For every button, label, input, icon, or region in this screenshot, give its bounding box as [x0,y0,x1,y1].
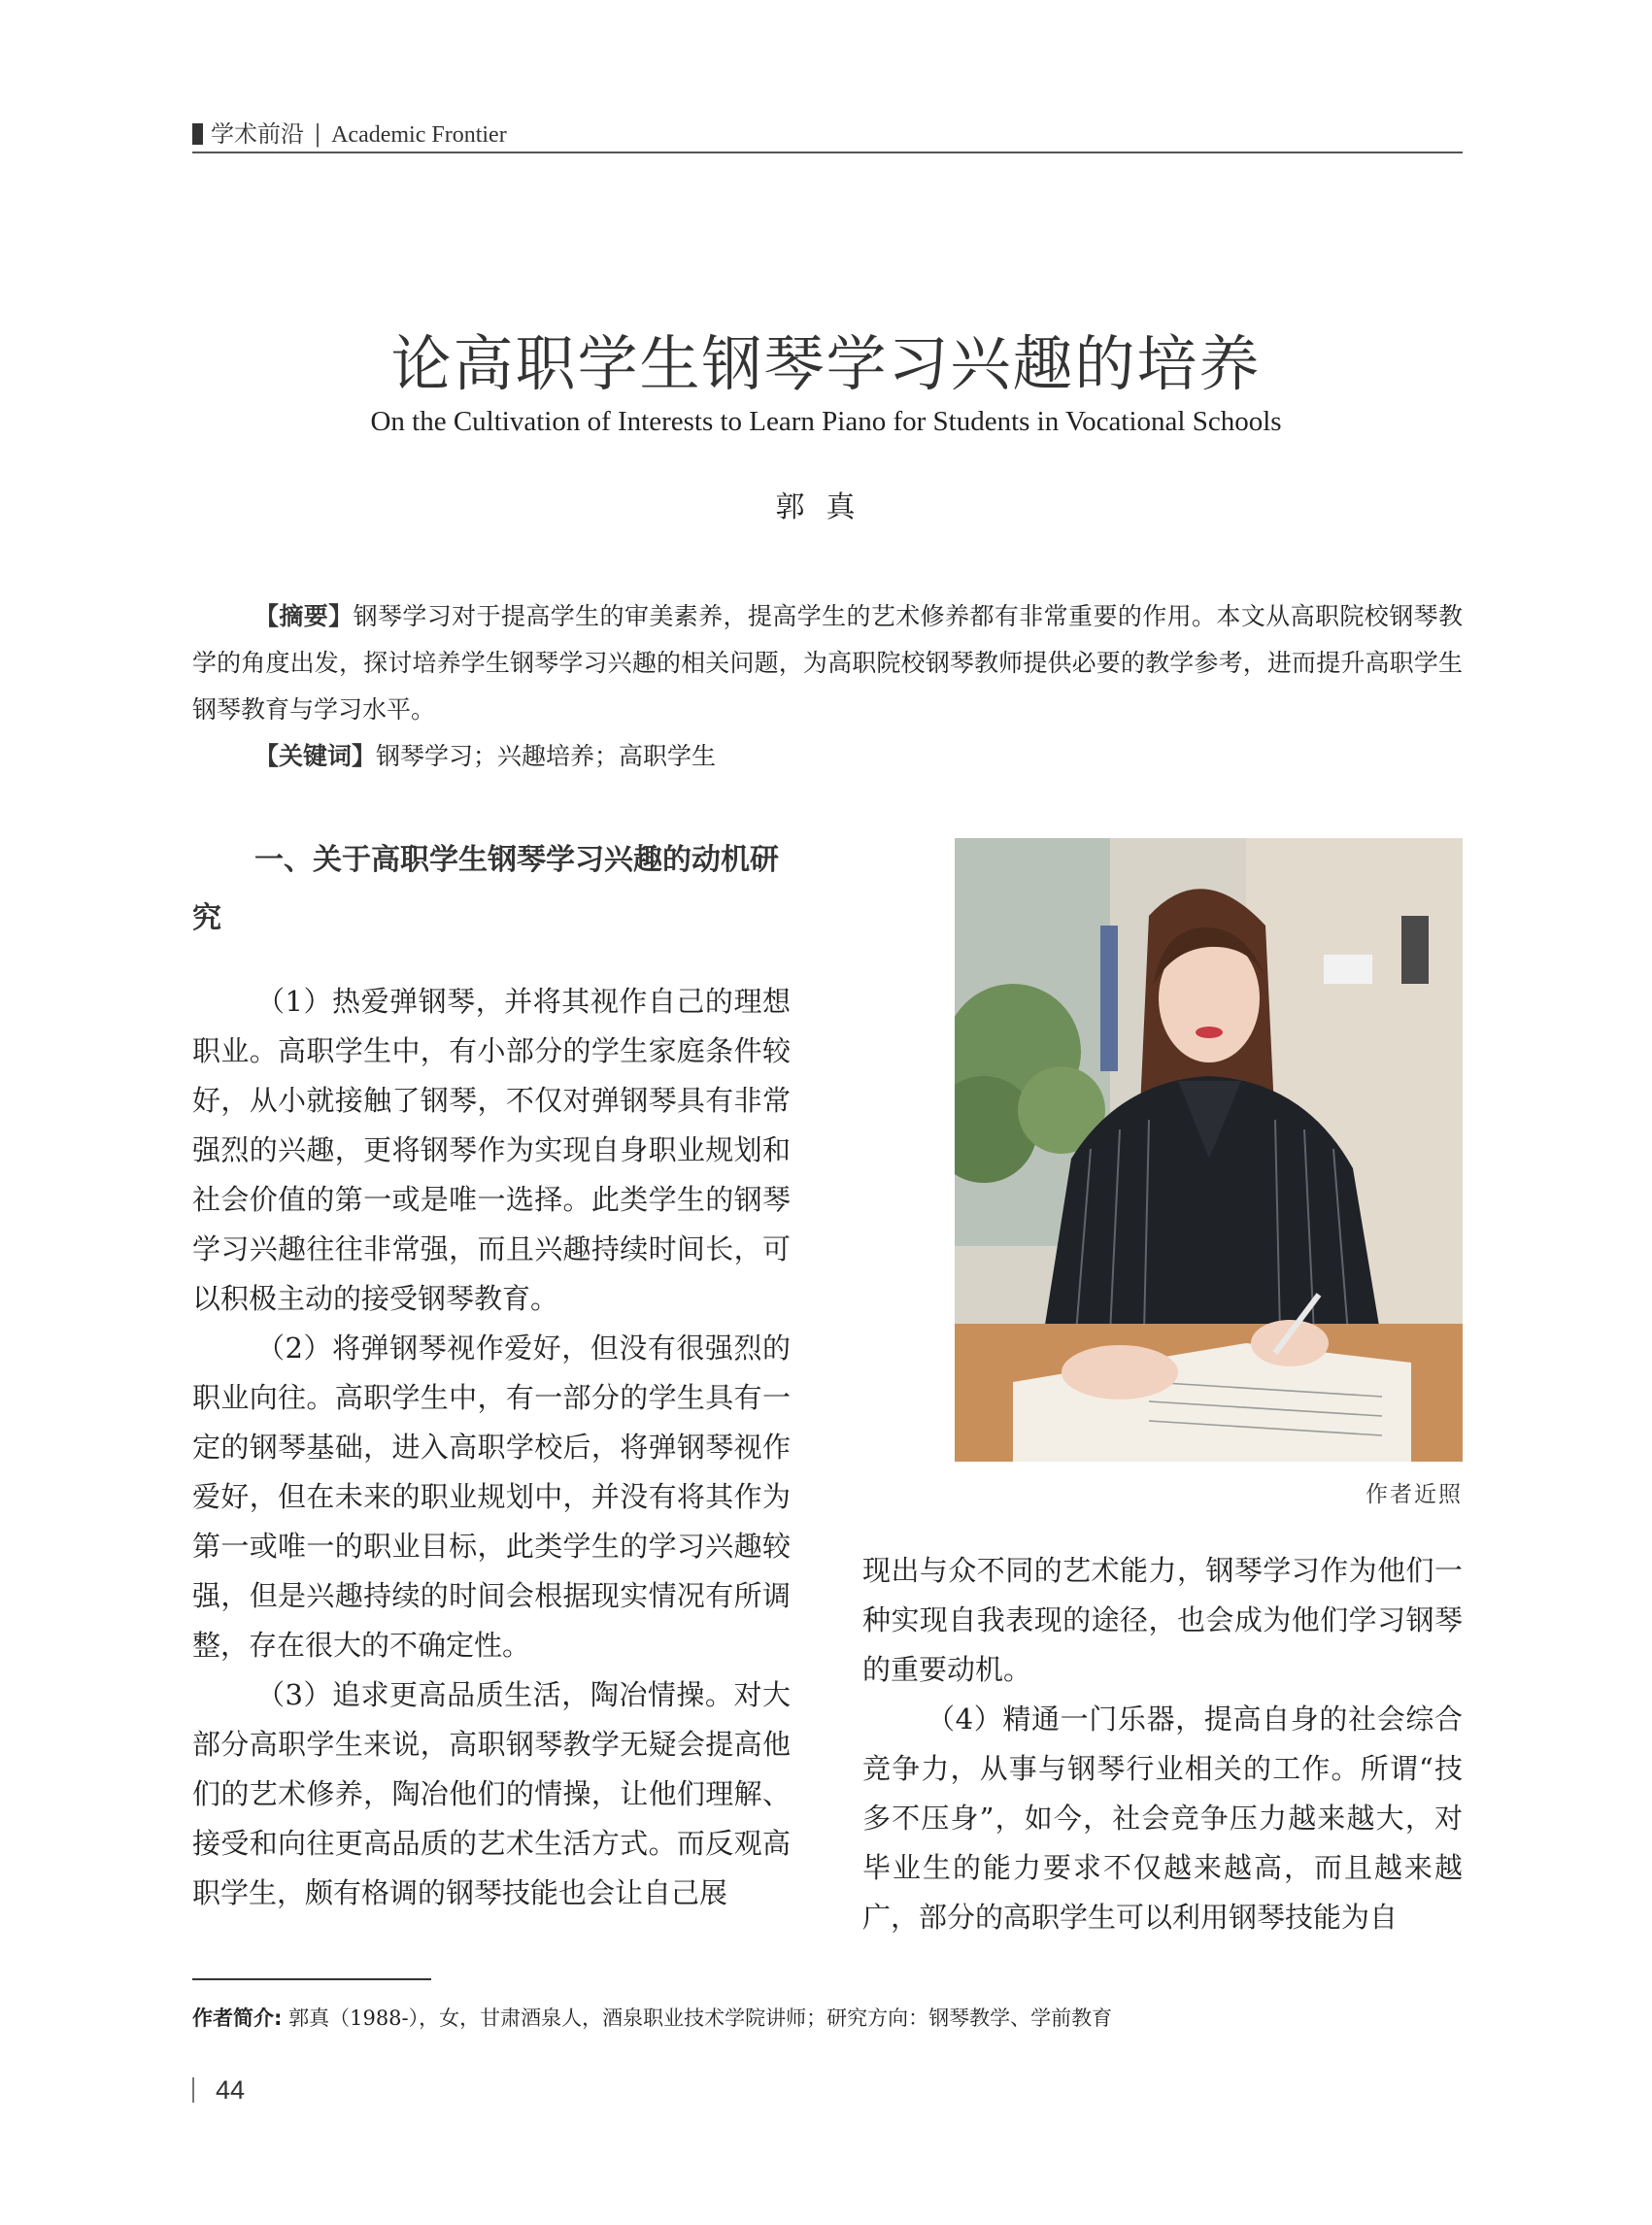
abstract-label: 【摘要】 [254,602,354,630]
body-paragraph-3: （3）追求更高品质生活，陶冶情操。对大部分高职学生来说，高职钢琴教学无疑会提高他们的艺术修养，陶冶他们的情操，让他们理解、接受和向往更高品质的艺术生活方式。而反观高职学生，颇有格调的钢琴技能也会让自己展 [192,1678,791,1909]
author-footnote [192,2003,1463,2032]
page-number-value: 44 [216,2075,246,2105]
keywords-label: 【关键词】 [254,742,377,770]
photo-caption: 作者近照 [1365,1482,1463,1507]
abstract-text: 钢琴学习对于提高学生的审美素养，提高学生的艺术修养都有非常重要的作用。本文从高职院校钢琴教学的角度出发，探讨培养学生钢琴学习兴趣的相关问题，为高职院校钢琴教师提供必要的教学参考，进而提升高职学生钢琴教育与学习水平。 [192,602,1463,724]
right-column [862,1546,1463,1942]
header-section-cn: 学术前沿 [211,120,304,148]
body-paragraph-4: （4）精通一门乐器，提高自身的社会综合竞争力，从事与钢琴行业相关的工作。所谓“技多不压身”，如今，社会竞争压力越来越大，对毕业生的能力要求不仅越来越高，而且越来越广，部分的高职学生可以利用钢琴技能为自 [862,1702,1463,1934]
header-separator: | [314,120,322,148]
abstract-paragraph [192,593,1463,733]
author-photo [955,838,1463,1462]
section-heading: 一、关于高职学生钢琴学习兴趣的动机研究 [192,843,779,935]
left-column [192,977,791,1918]
body-paragraph-1: （1）热爱弹钢琴，并将其视作自己的理想职业。高职学生中，有小部分的学生家庭条件较好，从小就接触了钢琴，不仅对弹钢琴具有非常强烈的兴趣，更将钢琴作为实现自身职业规划和社会价值的第一或是唯一选择。此类学生的钢琴学习兴趣往往非常强，而且兴趣持续时间长，可以积极主动的接受钢琴教育。 [192,985,791,1315]
abstract-block [192,593,1463,780]
footnote-label: 作者简介: [192,2006,283,2030]
page-number-bar [192,2077,194,2103]
body-paragraph-continuation: 现出与众不同的艺术能力，钢琴学习作为他们一种实现自我表现的途径，也会成为他们学习钢琴的重要动机。 [862,1554,1463,1686]
page-number [192,2075,245,2106]
author-photo-illustration [955,838,1463,1462]
body-paragraph-2: （2）将弹钢琴视作爱好，但没有很强烈的职业向往。高职学生中，有一部分的学生具有一定的钢琴基础，进入高职学校后，将弹钢琴视作爱好，但在未来的职业规划中，并没有将其作为第一或唯一的职业目标，此类学生的学习兴趣较强，但是兴趣持续的时间会根据现实情况有所调整，存在很大的不确定性。 [192,1332,791,1662]
keywords-text: 钢琴学习；兴趣培养；高职学生 [376,742,717,770]
running-header [192,115,1463,153]
keywords-paragraph [192,733,1463,780]
article-author: 郭真 [775,490,877,524]
article-title-en: On the Cultivation of Interests to Learn Piano for Students in Vocational Schools [370,406,1282,437]
article-title: 论高职学生钢琴学习兴趣的培养 [390,328,1262,399]
footnote-text: 郭真（1988-），女，甘肃酒泉人，酒泉职业技术学院讲师；研究方向：钢琴教学、学前教育 [288,2006,1113,2030]
footnote-divider [192,1978,431,1980]
header-marker [192,123,203,145]
header-section-en: Academic Frontier [331,122,507,148]
